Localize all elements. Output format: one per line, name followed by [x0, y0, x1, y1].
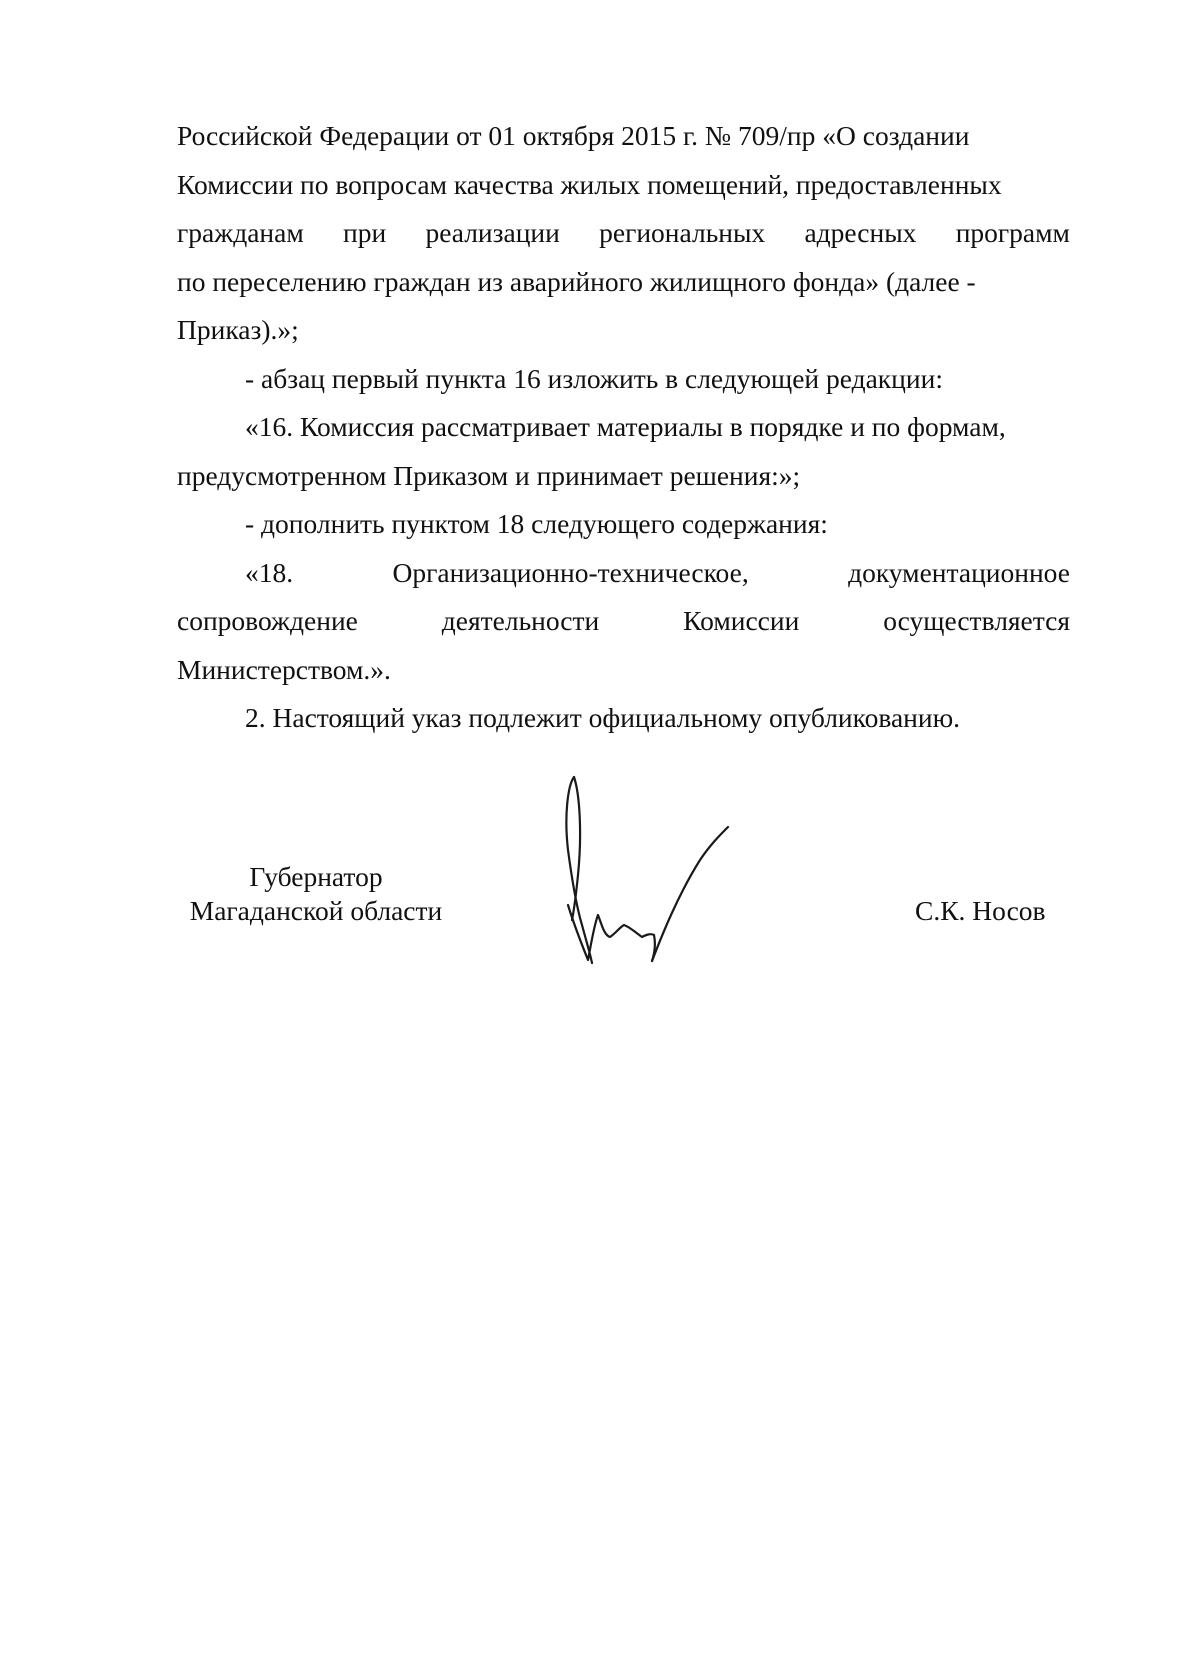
text-segment: «16. Комиссия рассматривает материалы в порядке и по формам,	[245, 411, 1006, 442]
text-segment: 2. Настоящий указ подлежит официальному опубликованию.	[245, 702, 961, 733]
signatory-region: Магаданской области	[189, 895, 443, 926]
body-line	[177, 306, 1070, 355]
signature-stroke	[572, 777, 580, 920]
body-line	[177, 403, 1070, 452]
word: при	[343, 217, 387, 248]
text-segment: Приказ).»;	[177, 314, 299, 345]
signatory-position	[186, 860, 446, 928]
word: осуществляется	[883, 605, 1070, 636]
text-segment: - абзац первый пункта 16 изложить в следующей редакции:	[245, 362, 943, 394]
signatory-title: Губернатор	[249, 861, 383, 892]
word: реализации	[425, 217, 560, 248]
word: региональных	[599, 217, 766, 248]
body-line	[177, 694, 1070, 743]
word: документационное	[848, 556, 1070, 588]
body-line	[177, 597, 1070, 646]
word: гражданам	[177, 217, 304, 248]
body-line	[177, 646, 1070, 695]
body-line	[177, 258, 1070, 307]
text-segment: Комиссии по вопросам качества жилых помещений, предоставленных	[177, 168, 1002, 200]
word: сопровождение	[177, 605, 358, 636]
body-line	[177, 161, 1070, 210]
body-line	[177, 500, 1070, 549]
word: Организационно-техническое,	[392, 556, 749, 588]
text-segment: Российской Федерации от 01 октября 2015 г. № 709/пр «О создании	[177, 120, 970, 151]
text-segment: предусмотренном Приказом и принимает решения:»;	[177, 459, 801, 491]
word: Комиссии	[683, 605, 800, 636]
word: деятельности	[441, 605, 600, 636]
body-line	[177, 112, 1070, 161]
body-line	[177, 355, 1070, 404]
signature-stroke	[652, 827, 728, 961]
text-segment: по переселению граждан из аварийного жилищного фонда» (далее -	[177, 265, 976, 297]
handwritten-signature	[560, 775, 760, 975]
text-segment: Министерством.».	[177, 653, 391, 685]
word: программ	[955, 217, 1070, 248]
body-line	[177, 452, 1070, 501]
word: «18.	[245, 556, 294, 588]
document-body	[177, 112, 1070, 743]
signatory-name: С.К. Носов	[915, 895, 1046, 926]
body-line	[177, 549, 1070, 598]
signature-stroke	[568, 905, 655, 961]
word: адресных	[804, 217, 917, 248]
text-segment: - дополнить пунктом 18 следующего содержания:	[245, 508, 828, 539]
body-line	[177, 209, 1070, 258]
